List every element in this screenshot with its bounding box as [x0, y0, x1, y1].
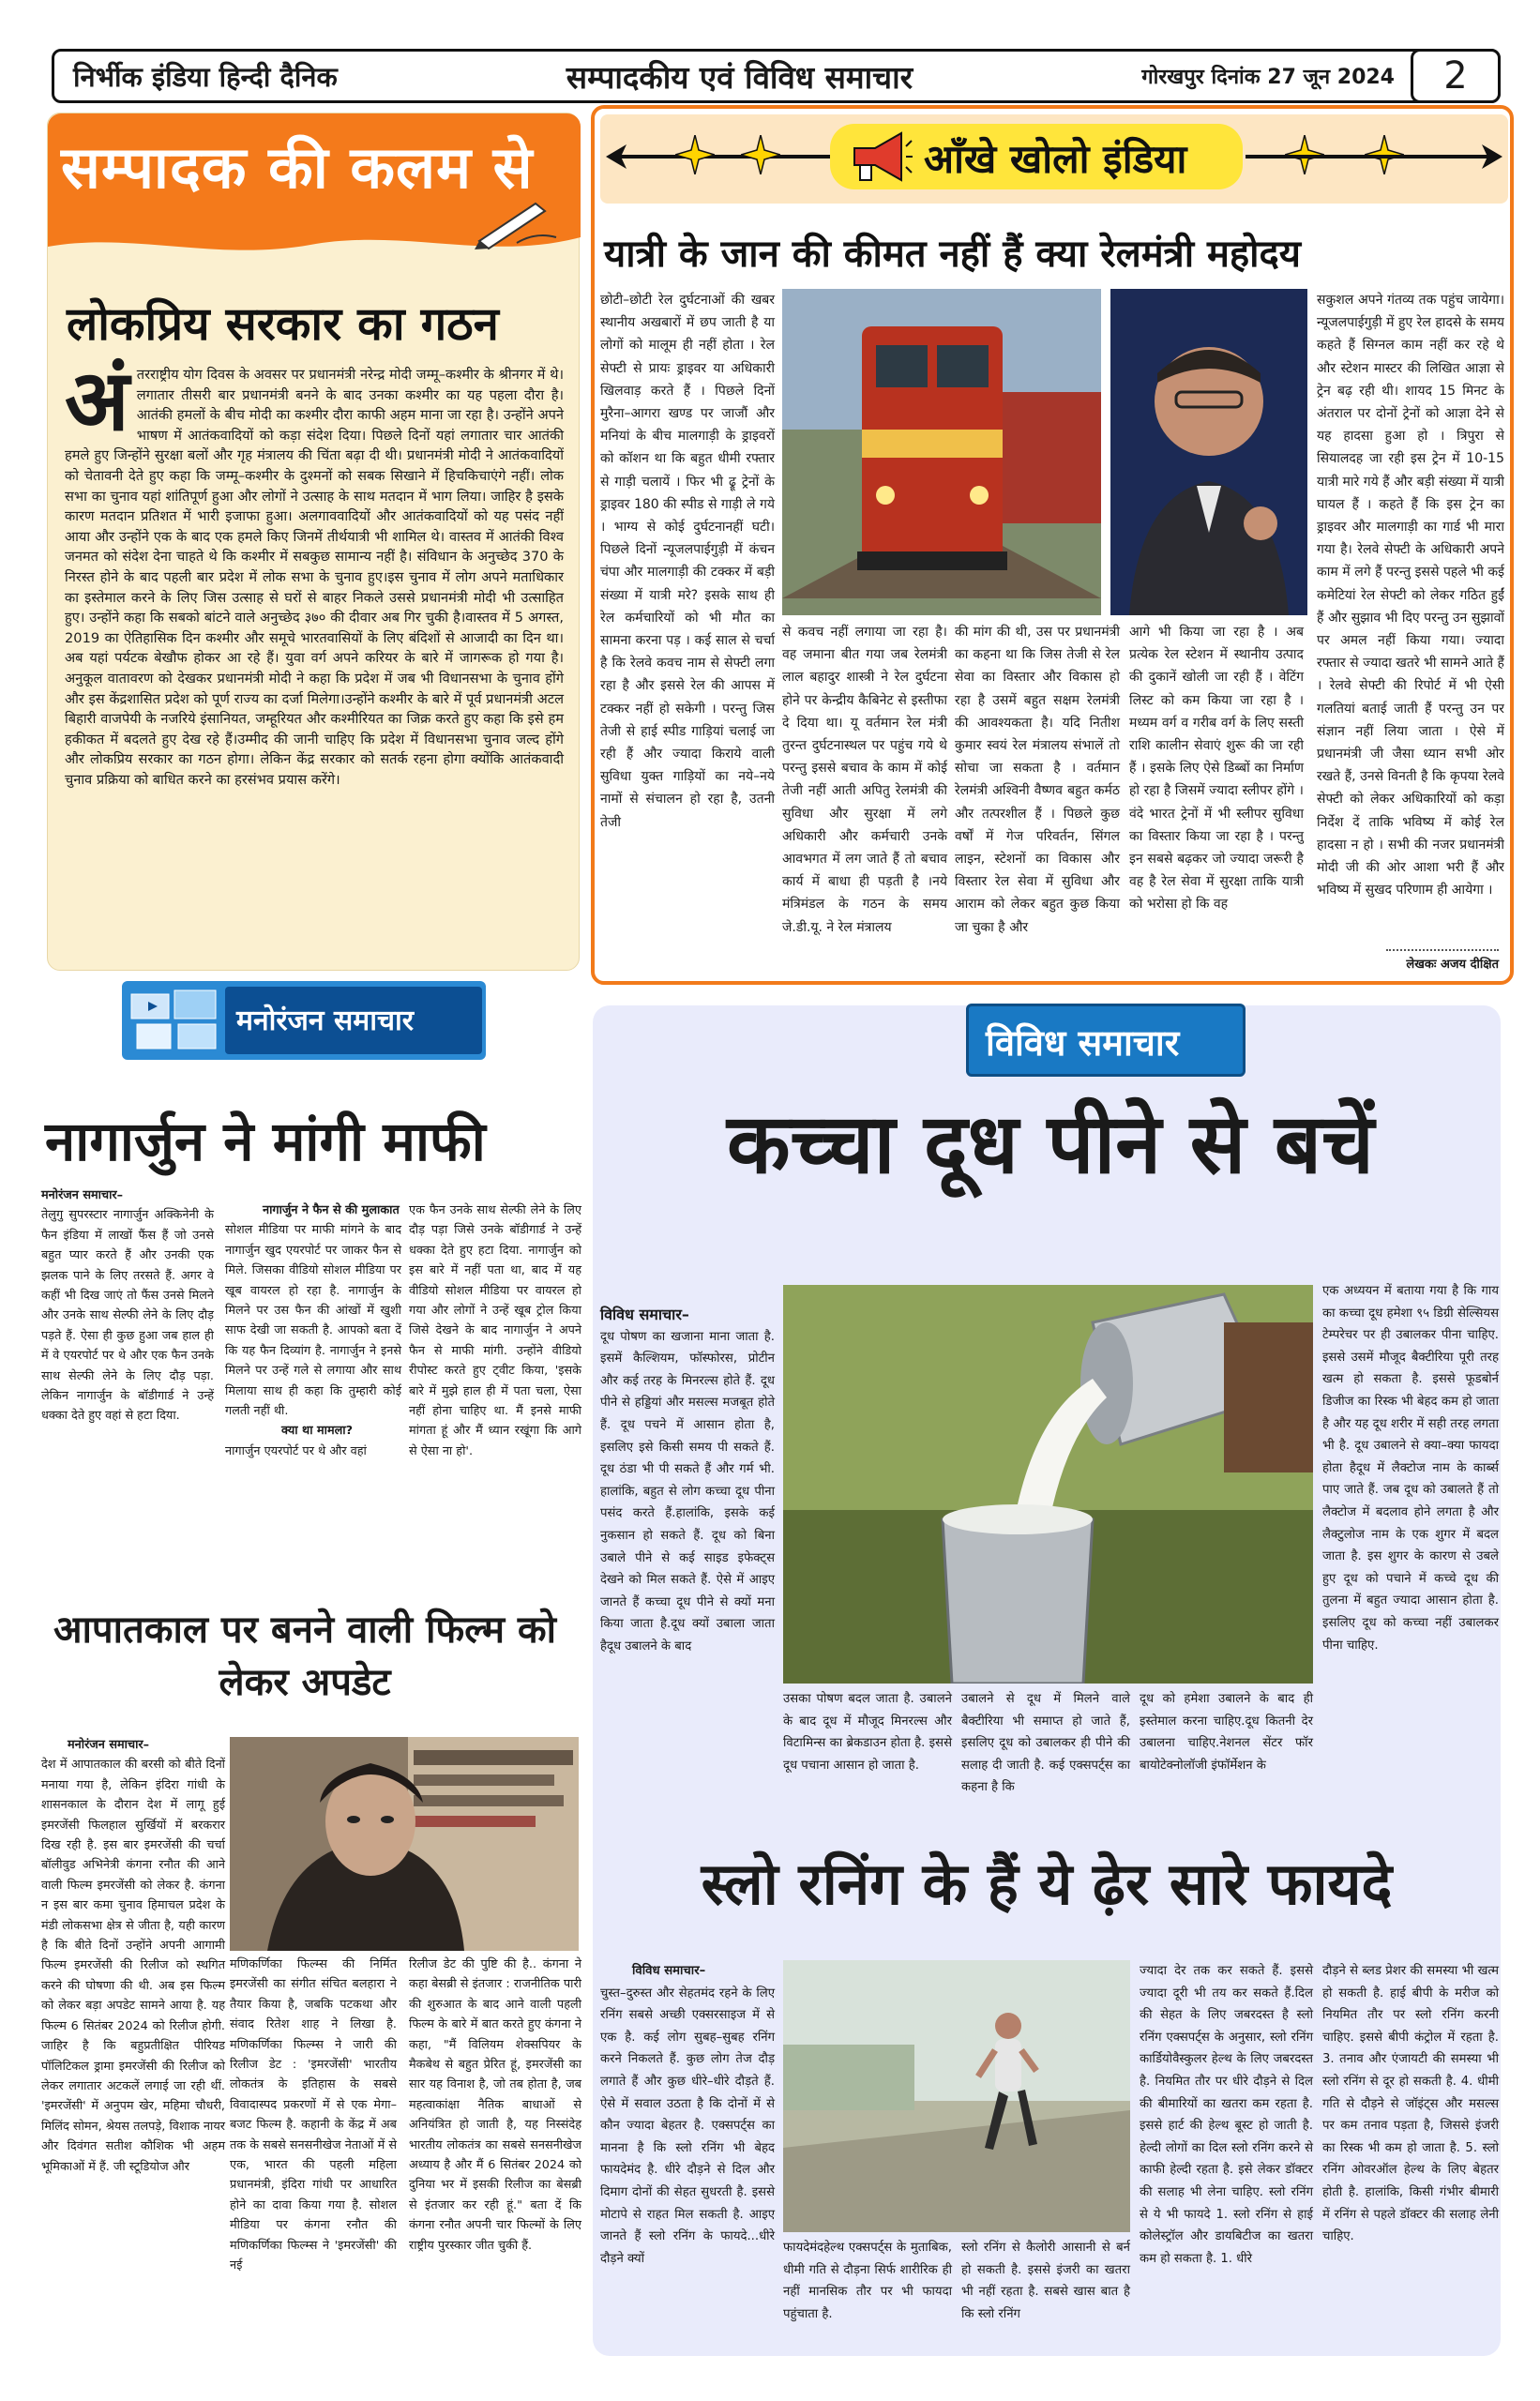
- nagarjuna-text-2b: नागार्जुन एयरपोर्ट पर थे और वहां: [225, 1443, 367, 1458]
- emergency-text-1: देश में आपातकाल की बरसी को बीते दिनों मनाया गया है, लेकिन इंदिरा गांधी के शासनकाल के दौरान देश में लागू हुई इमरजेंसी फिलहाल सुर्खियों में बरकरार दिख रही है. इस बार इमरजेंसी की चर्चा बॉलीवुड अभिनेत्री कंगना रनौत की आने वाली फिल्म इमरजेंसी को लेकर है. कंगना न इस बार कमा चुनाव हिमाचल प्रदेश के मंडी लोकसभा क्षेत्र से जीता है, यही कारण है कि बीते दिनों उन्होंने अपनी आगामी फिल्म इमरजेंसी की रिलीज को स्थगित करने की घोषणा की थी. अब इस फिल्म को लेकर बड़ा अपडेट सामने आया है. यह फिल्म 6 सितंबर 2024 को रिलीज होगी. जाहिर है कि बहुप्रतीक्षित पीरियड पॉलिटिकल ड्रामा इमरजेंसी की रिलीज को लेकर लगातार अटकलें लगाई जा रही थीं. 'इमरजेंसी' में अनुपम खेर, महिमा चौधरी, मिलिंद सोमन, श्रेयस तलपड़े, विशाक नायर और दिवंगत सतीश कौशिक भी अहम भूमिकाओं में हैं. जी स्टूडियोज और: [41, 1758, 225, 2174]
- nagarjuna-text-2: सोशल मीडिया पर माफी मांगने के बाद नागार्जुन खुद एयरपोर्ट पर जाकर फैन से मिले. जिसका वीडियो सोशल मीडिया पर खूब वायरल हो रहा है. नागार्जुन के मिलने पर उस फैन की आंखों में खुशी साफ देखी जा सकती है. आपको बता दें कि यह फैन दिव्यांग है. नागार्जुन ने इनसे मिलने पर उन्हें गले से लगाया और साथ मिलाया साथ ही कहा कि तुम्हारी कोई गलती नहीं थी.: [225, 1223, 401, 1419]
- aankhe-title: आँखे खोलो इंडिया: [924, 136, 1187, 182]
- milk-headline: कच्चा दूध पीने से बचें: [726, 1095, 1375, 1192]
- editorial-banner-title: सम्पादक की कलम से: [61, 133, 534, 202]
- milk-column-2: उसका पोषण बदल जाता है. उबालने के बाद दूध में मौजूद मिनरल्स और विटामिन्स का ब्रेकडाउन होता है. इससे दूध पचाना आसान हो जाता है.: [783, 1692, 952, 1773]
- aankhe-column-1: छोटी–छोटी रेल दुर्घटनाओं की खबर स्थानीय अखबारों में छप जाती है या लोगों को मालूम ही नहीं होता । रेल सेफ्टी से प्रायः ड्राइवर या अधिकारी खिलवाड़ करते हैं । पिछले दिनों मुरैना–आगरा खण्ड पर जाजौं और मनियां के बीच मालगाड़ी के ड्राइवरों को कॉशन था कि बहुत धीमी रफ्तार से गाड़ी चलायें । फिर भी ढ्रू ट्रेनों के ड्राइवर 180 की स्पीड से गाड़ी ले गये । भाग्य से कोई दुर्घटनानहीं घटी। पिछले दिनों न्यूजलपाईगुड़ी में कंचन चंपा और मालगाड़ी की टक्कर में बड़ी संख्या में यात्री मरे? इसके साथ ही रेल कर्मचारियों को भी मौत का सामना करना पड़ । कई साल से चर्चा है कि रेलवे कवच नाम से सेफ्टी लगा रहा है और इससे रेल की आपस में टक्कर नहीं हो सकेगी । परन्तु जिस तेजी से हाई स्पीड गाड़ियां चलाई जा रही हैं और ज्यादा किराये वाली सुविधा युक्त गाड़ियों का नये–नये नामों से संचालन हो रहा है, उतनी तेजी: [600, 293, 775, 830]
- aankhe-column-3: की मांग की थी, उस पर प्रधानमंत्री का कहना था कि जिस तेजी से रेल सेवा का विस्तार और विकास हो रहा है उसमें बहुत सक्षम रेलमंत्री की आवश्यकता है। यदि नितीश कुमार स्वयं रेल मंत्रालय संभालें तो सोचा जा सकता है । वर्तमान रेलमंत्री अश्विनी वैष्णव बहुत कर्मठ और तत्परशील हैं । पिछले कुछ वर्षों में गेज परिवर्तन, सिंगल लाइन, स्टेशनों का विकास और विस्तार रेल सेवा में सुविधा और आराम को लेकर बहुत कुछ किया जा चुका है और: [955, 625, 1120, 935]
- running-headline: स्लो रनिंग के हैं ये ढ़ेर सारे फायदे: [701, 1850, 1393, 1918]
- nagarjuna-column-2: [225, 1200, 401, 1461]
- aankhe-column-4: आगे भी किया जा रहा है । अब प्रत्येक रेल स्टेशन में स्थानीय उत्पाद की दुकानें खोली जा रही हैं । वेटिंग लिस्ट को कम किया जा रहा है । मध्यम वर्ग व गरीब वर्ग के लिए सस्ती राशि कालीन सेवाएं शुरू की जा रही हैं । इसके लिए ऐसे डिब्बों का निर्माण हो रहा है जिसमें ज्यादा स्लीपर होंगे । वंदे भारत ट्रेनों में भी स्लीपर सुविधा का विस्तार किया जा रहा है । परन्तु इन सबसे बढ़कर जो ज्यादा जरूरी है वह है रेल सेवा में सुरक्षा ताकि यात्री को भरोसा हो कि वह: [1129, 625, 1304, 913]
- editorial-box: [47, 113, 580, 971]
- entertainment-banner: [122, 981, 486, 1060]
- star-icon: [741, 135, 780, 174]
- author-separator: [1386, 949, 1499, 951]
- milk-column-3: उबालने से दूध में मिलने वाले बैक्टीरिया भी समाप्त हो जाते हैं, इसलिए दूध को उबालकर ही पीने की सलाह दी जाती है. कई एक्सपर्ट्स का कहना है कि: [961, 1692, 1130, 1795]
- milk-column-1: [600, 1304, 775, 1658]
- vividh-banner: [966, 1004, 1246, 1077]
- aankhe-column-5: सकुशल अपने गंतव्य तक पहुंच जायेगा। न्यूजलपाईगुड़ी में हुए रेल हादसे के समय कहते हैं सिग्नल काम नहीं कर रहे थे और स्टेशन मास्टर की लिखित आज्ञा से ट्रेन बढ़ रही थी। शायद 15 मिनट के अंतराल पर दोनों ट्रेनों को आज्ञा देने से यह हादसा हुआ हो । त्रिपुरा से सियालदह जा रही इस ट्रेन में 10-15 यात्री मारे गये हैं और बड़ी संख्या में यात्री घायल हैं । कहते हैं कि इस ट्रेन का ड्राइवर और मालगाड़ी का गार्ड भी मारा गया है। रेलवे सेफ्टी के अधिकारी अपने काम में लगे हैं परन्तु इससे पहले भी कई कमेटियां रेल सेफ्टी को लेकर गठित हुईं हैं और सुझाव भी दिए परन्तु उन सुझावों पर अमल नहीं किया गया। ज्यादा रफ्तार से ज्यादा खतरे भी सामने आते हैं । रेलवे सेफ्टी की रिपोर्ट में भी ऐसी गलतियां बताई जाती हैं परन्तु उन पर संज्ञान नहीं लिया जाता । ऐसे में प्रधानमंत्री जी जैसा ध्यान सभी ओर रखते हैं, उनसे विनती है कि कृपया रेलवे सेफ्टी को लेकर अधिकारियों को कड़ा निर्देश दें ताकि भविष्य में कोई रेल हादसा न हो । सभी की नजर प्रधानमंत्री मोदी जी की ओर आशा भरी हैं और भविष्य में सुखद परिणाम ही आयेगा ।: [1317, 293, 1504, 898]
- editorial-headline: लोकप्रिय सरकार का गठन: [67, 297, 499, 351]
- arrow-head-left-icon: [606, 144, 632, 169]
- drop-cap: अं: [65, 352, 129, 450]
- section-title: सम्पादकीय एवं विविध समाचार: [566, 58, 913, 96]
- nagarjuna-subhead-meeting: नागार्जुन ने फैन से की मुलाकात: [263, 1203, 400, 1217]
- entertainment-banner-title: मनोरंजन समाचार: [236, 1004, 415, 1037]
- minister-photo: [1110, 289, 1307, 615]
- running-text-1: चुस्त–दुरुस्त और सेहतमंद रहने के लिए रनिंग सबसे अच्छी एक्सरसाइज में से एक है. कई लोग सुबह–सुबह रनिंग करने निकलते हैं. कुछ लोग तेज दौड़ लगाते हैं और कुछ धीरे–धीरे दौड़ते हैं. ऐसे में सवाल उठता है कि दोनों में से कौन ज्यादा बेहतर है. एक्सपर्ट्स का मानना है कि स्लो रनिंग भी बेहद फायदेमंद है. धीरे दौड़ने से दिल और दिमाग दोनों की सेहत सुधरती है. इससे मोटापे से राहत मिल सकती है. आइए जानते हैं स्लो रनिंग के फायदे...धीरे दौड़ने क्यों: [600, 1986, 775, 2266]
- arrow-line-left: [619, 155, 833, 159]
- media-icons: [128, 987, 221, 1054]
- emergency-column-2: मणिकर्णिका फिल्म्स की निर्मित इमरजेंसी का संगीत संचित बलहारा ने तैयार किया है, जबकि पटकथा और संवाद रितेश शाह ने लिखा है. मणिकर्णिका फिल्म्स ने जारी की रिलीज डेट : 'इमरजेंसी' भारतीय लोकतंत्र के इतिहास के सबसे विवादास्पद प्रकरणों में से एक मेगा–बजट फिल्म है. कहानी के केंद्र में अब तक के सबसे सनसनीखेज नेताओं में से एक, भारत की पहली महिला प्रधानमंत्री, इंदिरा गांधी पर आधारित होने का दावा किया गया है. सोशल मीडिया पर कंगना रनौत की मणिकर्णिका फिल्म्स ने 'इमरजेंसी' की नई: [230, 1957, 397, 2273]
- masthead: [52, 49, 1501, 103]
- aankhe-headline: यात्री के जान की कीमत नहीं हैं क्या रेलमंत्री महोदय: [604, 233, 1301, 276]
- running-column-3: स्लो रनिंग से कैलोरी आसानी से बर्न हो सकती है. इससे इंजरी का खतरा भी नहीं रहता है. सबसे खास बात है कि स्लो रनिंग: [961, 2241, 1130, 2321]
- running-kicker: विविध समाचार–: [632, 1964, 706, 1978]
- place-date: गोरखपुर दिनांक 27 जून 2024: [1141, 66, 1395, 89]
- emergency-headline: आपातकाल पर बनने वाली फिल्म को लेकर अपडेट: [53, 1608, 556, 1704]
- pen-icon: [470, 194, 564, 250]
- running-column-5: दौड़ने से ब्लड प्रेशर की समस्या भी खत्म हो सकती है. हाई बीपी के मरीज को नियमित तौर पर स्लो रनिंग करनी चाहिए. इससे बीपी कंट्रोल में रहता है. 3. तनाव और एंजायटी की समस्या भी स्लो रनिंग से दूर हो सकती है. 4. धीमी गति से दौड़ने से जॉइंट्स और मसल्स पर कम तनाव पड़ता है, जिससे इंजरी का रिस्क भी कम हो जाता है. 5. स्लो रनिंग ओवरऑल हेल्थ के लिए बेहतर होती है. हालांकि, किसी गंभीर बीमारी में रनिंग से पहले डॉक्टर की सलाह लेनी चाहिए.: [1322, 1964, 1499, 2244]
- milk-column-5: एक अध्ययन में बताया गया है कि गाय का कच्चा दूध हमेशा ९५ डिग्री सेल्सियस टेम्परेचर पर ही उबालकर पीना चाहिए. इससे उसमें मौजूद बैक्टीरिया पूरी तरह खत्म हो सकता है. इससे फूडबोर्न डिजीज का रिस्क भी बेहद कम हो जाता है और यह दूध शरीर में सही तरह लगता भी है. दूध उबालने से क्या–क्या फायदा होता हैदूध में लैक्टोज नाम के कार्ब्स पाए जाते हैं. जब दूध को उबालते हैं तो लैक्टोज में बदलाव होने लगता है और लैक्टुलोज नाम के एक शुगर में बदल जाता है. इस शुगर के कारण से उबले हुए दूध को पचाने में कच्चे दूध की तुलना में बहुत ज्यादा आसान होता है. इसलिए दूध को कच्चा नहीं उबालकर पीना चाहिए.: [1322, 1284, 1499, 1653]
- nagarjuna-kicker: मनोरंजन समाचार–: [41, 1188, 124, 1202]
- aankhe-kholo-section: [591, 105, 1514, 985]
- paper-name: निर्भीक इंडिया हिन्दी दैनिक: [73, 60, 338, 93]
- nagarjuna-subhead-matter: क्या था मामला?: [281, 1424, 354, 1439]
- aankhe-banner-strip: [600, 114, 1508, 204]
- arrow-head-right-icon: [1476, 144, 1502, 169]
- milk-text-1: दूध पोषण का खजाना माना जाता है. इसमें कैल्शियम, फॉस्फोरस, प्रोटीन और कई तरह के मिनरल्स होते हैं. दूध पीने से हड्डियां और मसल्स मजबूत होते हैं. दूध पचने में आसान होता है, इसलिए इसे किसी समय पी सकते हैं. दूध ठंडा भी पी सकते हैं और गर्म भी. हालांकि, बहुत से लोग कच्चा दूध पीना पसंद करते हैं.हालांकि, इसके कई नुकसान हो सकते हैं. दूध को बिना उबाले पीने से कई साइड इफेक्ट्स देखने को मिल सकते हैं. ऐसे में आइए जानते हैं कच्चा दूध पीने से क्यों मना किया जाता है.दूध क्यों उबाला जाता हैदूध उबालने के बाद: [600, 1329, 775, 1654]
- emergency-column-1: [41, 1735, 225, 2177]
- aankhe-title-badge: [830, 124, 1243, 189]
- aankhe-author: लेखकः अजय दीक्षित: [1406, 958, 1499, 972]
- running-column-1: [600, 1960, 775, 2270]
- emergency-film-photo: [230, 1737, 579, 1951]
- nagarjuna-text-1: तेलुगु सुपरस्टार नागार्जुन अक्किनेनी के फैन इंडिया में लाखों फैंस हैं जो उनसे बहुत प्यार करते हैं और उनकी एक झलक पाने के लिए तरसते हैं. अगर वे कहीं भी दिख जाएं तो फैंस उनसे मिलने और उनके साथ सेल्फी लेने के लिए दौड़ पड़ते हैं. ऐसा ही कुछ हुआ जब हाल ही में वे एयरपोर्ट पर थे और एक फैन उनके साथ सेल्फी लेने के लिए दौड़ पड़ा. लेकिन नागार्जुन के बॉडीगार्ड ने उन्हें धक्का देते हुए वहां से हटा दिया.: [41, 1208, 214, 1424]
- milk-photo: [783, 1285, 1313, 1684]
- star-icon: [675, 135, 715, 174]
- train-photo: [782, 289, 1101, 615]
- milk-kicker: विविध समाचार–: [600, 1306, 689, 1323]
- arrow-line-right: [1246, 155, 1487, 159]
- nagarjuna-column-1: [41, 1185, 214, 1427]
- running-column-2: फायदेमंदहेल्थ एक्सपर्ट्स के मुताबिक, धीमी गति से दौड़ना सिर्फ शारीरिक ही नहीं मानसिक तौर पर भी फायदा पहुंचाता है.: [783, 2241, 952, 2321]
- vividh-banner-title: विविध समाचार: [986, 1022, 1180, 1064]
- emergency-column-3: रिलीज डेट की पुष्टि की है.. कंगना ने कहा बेसब्री से इंतजार : राजनीतिक पारी की शुरुआत के बाद आने वाली पहली फिल्म के बारे में बात करते हुए कंगना ने कहा, "मैं विलियम शेक्सपियर के मैकबेथ से बहुत प्रेरित हूं, इमरजेंसी का सार यह विनाश है, जो तब होता है, जब महत्वाकांक्षा नैतिक बाधाओं से अनियंत्रित हो जाती है, यह निस्संदेह भारतीय लोकतंत्र का सबसे सनसनीखेज अध्याय है और मैं 6 सितंबर 2024 को दुनिया भर में इसकी रिलीज का बेसब्री से इंतजार कर रही हूं." बता दें कि कंगना रनौत अपनी चार फिल्मों के लिए राष्ट्रीय पुरस्कार जीत चुकी हैं.: [409, 1957, 581, 2253]
- aankhe-column-2: से कवच नहीं लगाया जा रहा है। वह जमाना बीत गया जब रेलमंत्री लाल बहादुर शास्त्री ने रेल दुर्घटना होने पर केन्द्रीय कैबिनेट से इस्तीफा दे दिया था। यू वर्तमान रेल मंत्री तुरन्त दुर्घटनास्थल पर पहुंच गये थे परन्तु इससे बचाव के काम में कोई तेजी नहीं आती अपितु रेलमंत्री की सुविधा और सुरक्षा में लगे अधिकारी और कर्मचारी उनके आवभगत में लग जाते हैं तो बचाव कार्य में बाधा ही पड़ती है ।नये मंत्रिमंडल के गठन के समय जे.डी.यू. ने रेल मंत्रालय: [782, 625, 947, 935]
- runner-photo: [783, 1960, 1130, 2232]
- entertainment-banner-label: [225, 987, 482, 1054]
- page-number: 2: [1411, 49, 1501, 103]
- editorial-text: तरराष्ट्रीय योग दिवस के अवसर पर प्रधानमंत्री नरेन्द्र मोदी जम्मू–कश्मीर के श्रीनगर में थे। लगातार तीसरी बार प्रधानमंत्री बनने के बाद उनका कश्मीर का यह पहला दौरा है।आतंकी हमलों के बीच मोदी का कश्मीर दौरा काफी अहम माना जा रहा है। उन्होंने अपने भाषण में आतंकवादियों को कड़ा संदेश दिया। पिछले दिनों यहां लगातार चार आतंकी हमले हुए जिन्होंने सुरक्षा बलों और गृह मंत्रालय की चिंता बढ़ा दी थी। प्रधानमंत्री मोदी ने आतंकवादियों को चेतावनी देते हुए कहा कि जम्मू–कश्मीर के दुश्मनों को सबक सिखाने में हिचकिचाएंगे नहीं। लोक सभा का चुनाव यहां शांतिपूर्ण हुआ और लोगों ने उत्साह के साथ मतदान में भाग लिया। जाहिर है इसके कारण मतदान प्रतिशत में भारी इजाफा हुआ। अलगाववादियों और आतंकवादियों को यह पसंद नहीं आया और उन्होंने एक के बाद एक हमले किए जिनमें तीर्थयात्री भी शामिल थे। वास्तव में आतंकी विश्व जनमत को संदेश देना चाहते थे कि कश्मीर में सबकुछ सामान्य नहीं है। संविधान के अनुच्छेद 370 के निरस्त होने के बाद पहली बार प्रदेश में लोक सभा के चुनाव हुए।इस चुनाव में लोग अपने मताधिकार का इस्तेमाल करने के लिए जिस उत्साह से घरों से बाहर निकले उससे प्रधानमंत्री मोदी भी उत्साहित हुए। उन्होंने कहा कि सबको बांटने वाले अनुच्छेद ३७० की दीवार अब गिर चुकी है।वास्तव में 5 अगस्त, 2019 का ऐतिहासिक दिन कश्मीर और समूचे भारतवासियों के लिए बंदिशों से आजादी का दिन था। अब यहां पर्यटक बेखौफ होकर आ रहे हैं। युवा वर्ग अपने करियर के बारे में जागरूक हो गया है। अनुकूल वातावरण को देखकर प्रधानमंत्री मोदी ने कहा कि प्रदेश में जब भी विधानसभा के चुनाव होंगे और इस केंद्रशासित प्रदेश को पूर्ण राज्य का दर्जा मिलेगा।उन्होंने कश्मीर के बारे में पूर्व प्रधानमंत्री अटल बिहारी वाजपेयी के नजरिये इंसानियत, जम्हूरियत और कश्मीरियत का जिक्र करते हुए कहा कि इसे हम हकीकत में बदलते हुए देख रहे हैं।उम्मीद की जानी चाहिए कि प्रदेश में विधानसभा चुनाव जल्द होंगे और लोकप्रिय सरकार का गठन होगा। लेकिन केंद्र सरकार को सतर्क रहना होगा क्योंकि आतंकवादी चुनाव प्रक्रिया को बाधित करने का हरसंभव प्रयास करेंगे।: [65, 367, 564, 788]
- nagarjuna-column-3: एक फैन उनके साथ सेल्फी लेने के लिए दौड़ पड़ा जिसे उनके बॉडीगार्ड ने उन्हें धक्का देते हुए हटा दिया. नागार्जुन को इस बारे में नहीं पता था, बाद में यह वीडियो सोशल मीडिया पर वायरल हो गया और लोगों ने उन्हें खूब ट्रोल किया जिसे देखने के बाद नागार्जुन ने अपने फैन से माफी मांगी. उन्होंने वीडियो रीपोस्ट करते हुए ट्वीट किया, 'इसके बारे में मुझे हाल ही में पता चला, ऐसा नहीं होना चाहिए था. मैं इनसे माफी मांगता हूं और मैं ध्यान रखूंगा कि आगे से ऐसा ना हो'.: [409, 1203, 581, 1458]
- editorial-body: [65, 352, 564, 790]
- emergency-kicker: मनोरंजन समाचार–: [68, 1738, 150, 1752]
- running-column-4: ज्यादा देर तक कर सकते हैं. इससे ज्यादा दूरी भी तय कर सकते हैं.दिल की सेहत के लिए जबरदस्त है स्लो रनिंग एक्सपर्ट्स के अनुसार, स्लो रनिंग कार्डियोवैस्कुलर हेल्थ के लिए जबरदस्त है. नियमित तौर पर धीरे दौड़ने से दिल की बीमारियों का खतरा कम रहता है. इससे हार्ट की हेल्थ बूस्ट हो जाती है. हेल्दी लोगों का दिल स्लो रनिंग करने से काफी हेल्दी रहता है. इसे लेकर डॉक्टर की सलाह भी लेना चाहिए. स्लो रनिंग से ये भी फायदे 1. स्लो रनिंग से हाई कोलेस्ट्रॉल और डायबिटीज का खतरा कम हो सकता है. 1. धीरे: [1140, 1964, 1313, 2266]
- milk-column-4: दूध को हमेशा उबालने के बाद ही इस्तेमाल करना चाहिए.दूध कितनी देर उबालना चाहिए.नेशनल सेंटर फॉर बायोटेक्नोलॉजी इंफॉर्मेशन के: [1140, 1692, 1313, 1773]
- nagarjuna-headline: नागार्जुन ने मांगी माफी: [45, 1110, 486, 1173]
- megaphone-icon: [847, 129, 913, 184]
